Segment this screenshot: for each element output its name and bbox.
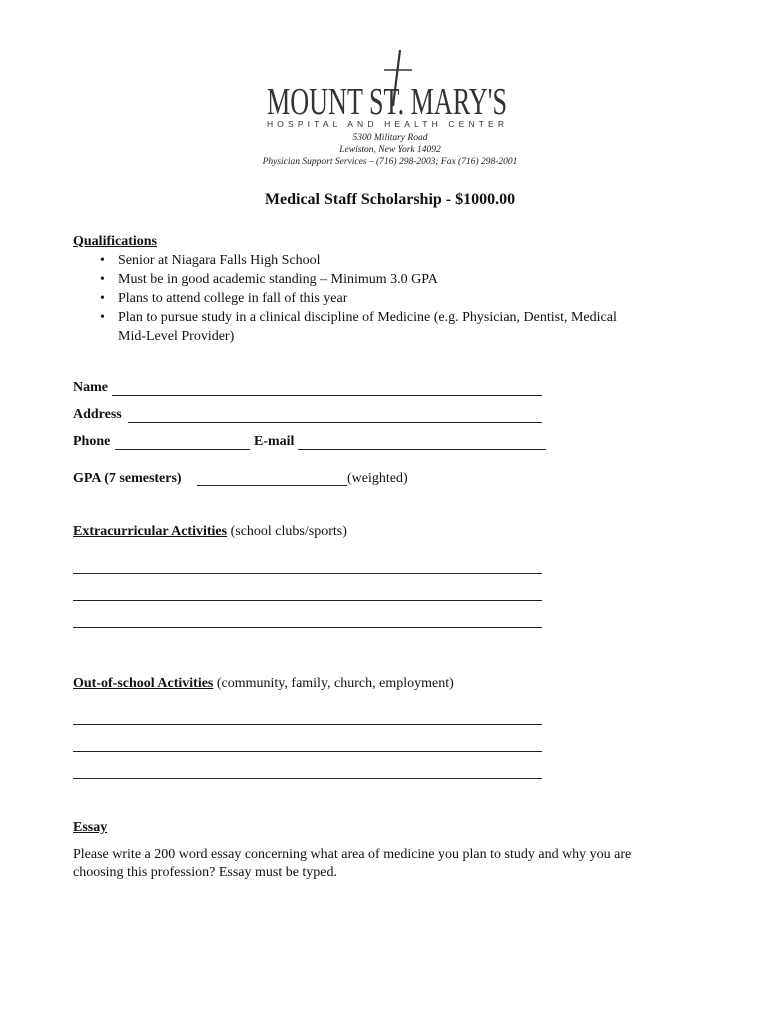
name-input-line[interactable] [112,395,542,396]
extracurricular-note: (school clubs/sports) [230,524,347,539]
address-contact: Physician Support Services – (716) 298-2003; Fax (716) 298-2001 [262,157,518,167]
extracurricular-line-3[interactable] [73,627,542,628]
qualifications-list [100,251,640,346]
qualification-item: • Plan to pursue study in a clinical discipline of Medicine (e.g. Physician, Dentist, Medical Mid-Level Provider) [100,308,640,346]
gpa-suffix: (weighted) [347,471,408,486]
extracurricular-line-2[interactable] [73,600,542,601]
qualification-item: • Must be in good academic standing – Minimum 3.0 GPA [100,270,640,289]
qualification-item: • Plans to attend college in fall of this year [100,289,640,308]
address-input-line[interactable] [128,422,542,423]
address-city: Lewiston, New York 14092 [339,145,441,155]
out-of-school-line-1[interactable] [73,724,542,725]
out-of-school-heading: Out-of-school Activities [73,676,214,691]
hospital-logo [262,48,512,130]
extracurricular-line-1[interactable] [73,573,542,574]
phone-label: Phone [73,434,111,449]
qualifications-heading: Qualifications [73,234,158,249]
gpa-input-line[interactable] [197,485,347,486]
essay-heading: Essay [73,820,108,835]
address-label: Address [73,407,122,422]
out-of-school-section-title [73,676,454,692]
address-street: 5300 Military Road [352,133,428,143]
gpa-label: GPA (7 semesters) [73,471,182,486]
logo-subtitle-text: HOSPITAL AND HEALTH CENTER [267,119,507,129]
name-label: Name [73,380,108,395]
qualification-item: • Senior at Niagara Falls High School [100,251,640,270]
essay-instructions: Please write a 200 word essay concerning what area of medicine you plan to study and why you are choosing this profession? Essay must be typed. [73,847,632,880]
extracurricular-heading: Extracurricular Activities [73,524,228,539]
page-title: Medical Staff Scholarship - $1000.00 [264,191,516,208]
phone-input-line[interactable] [115,449,250,450]
out-of-school-line-2[interactable] [73,751,542,752]
logo-main-text: MOUNT ST. MARY'S [267,81,507,123]
out-of-school-note: (community, family, church, employment) [216,676,454,691]
email-label: E-mail [254,434,295,449]
extracurricular-section-title [73,524,347,540]
email-input-line[interactable] [298,449,546,450]
out-of-school-line-3[interactable] [73,778,542,779]
